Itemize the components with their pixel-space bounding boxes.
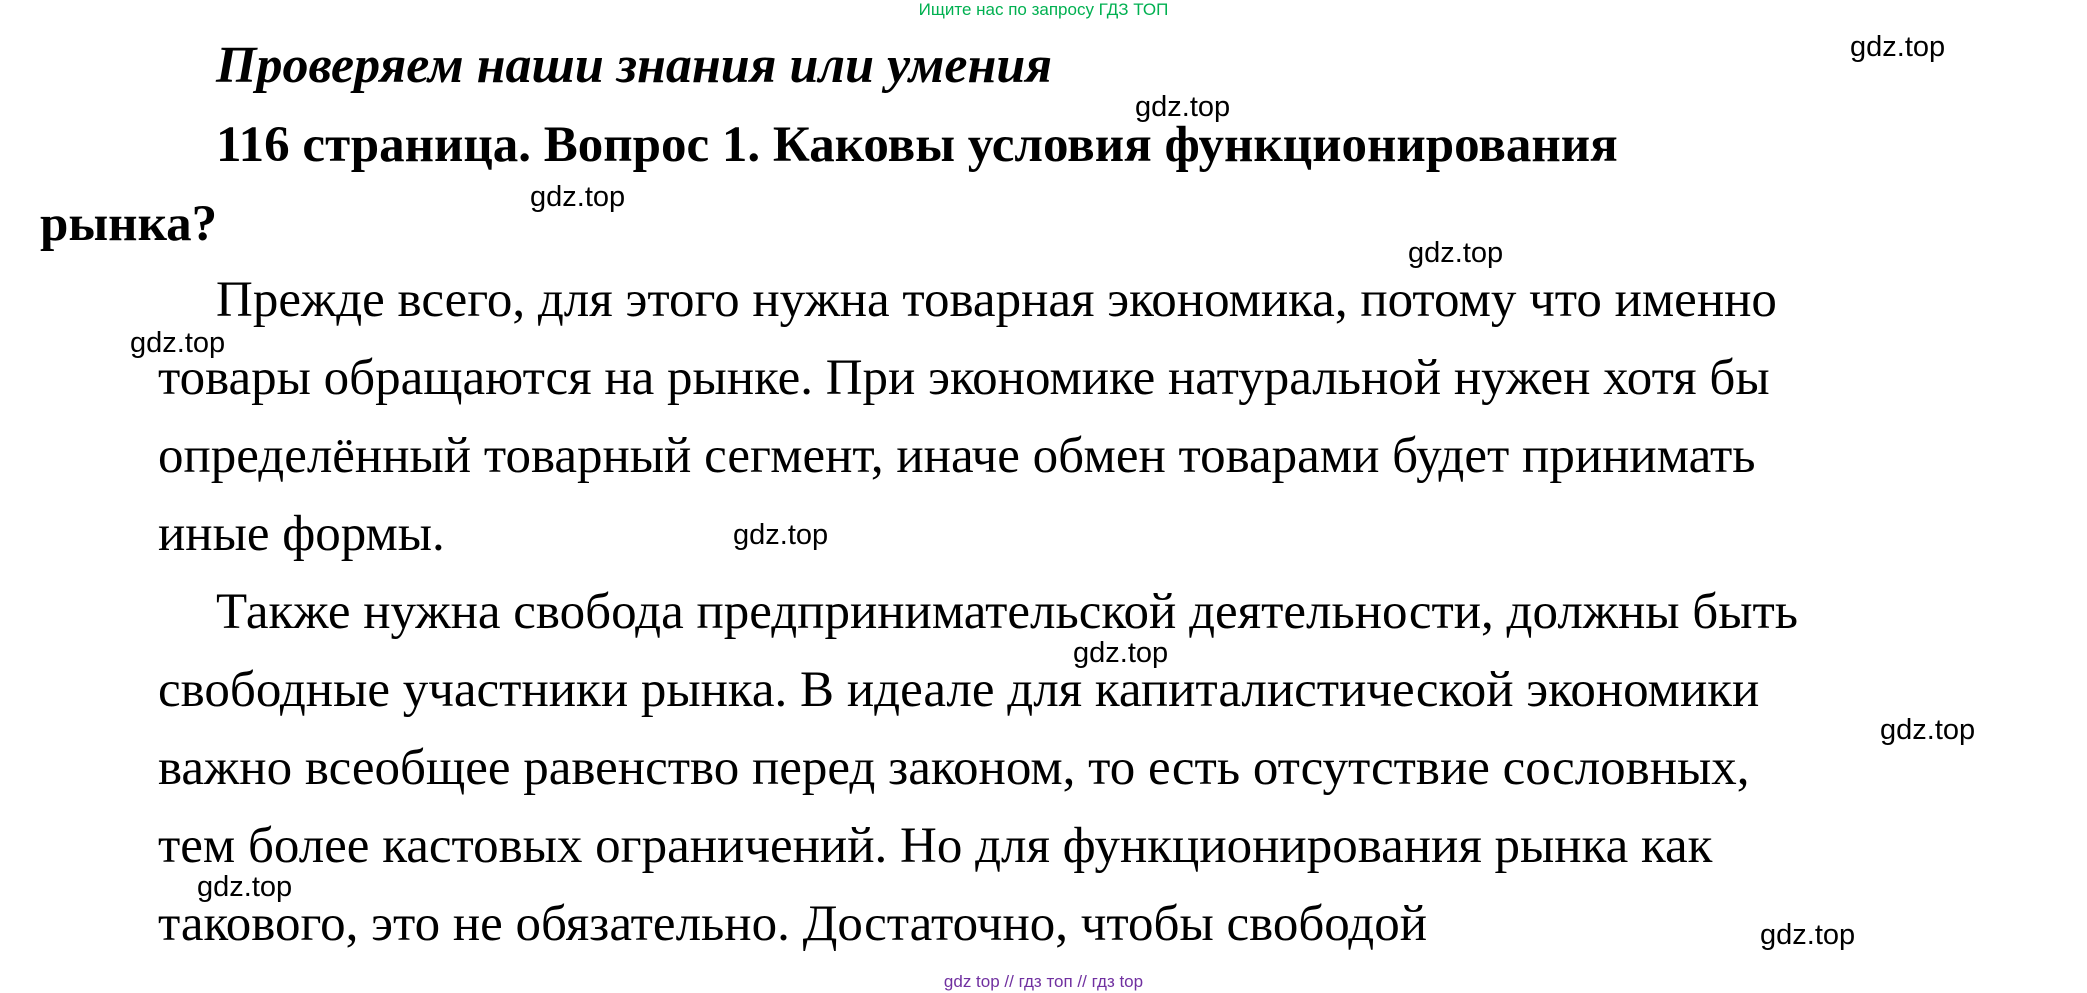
answer-line: тем более кастовых ограничений. Но для функционирования рынка как [158, 818, 1713, 874]
watermark: gdz.top [1850, 31, 1946, 63]
answer-line: товары обращаются на рынке. При экономике натуральной нужен хотя бы [158, 350, 1770, 406]
footer-watermark: gdz top // гдз топ // гдз top [943, 972, 1144, 991]
section-heading: Проверяем наши знания или умения [216, 37, 1053, 94]
answer-line: важно всеобщее равенство перед законом, то есть отсутствие сословных, [158, 740, 1750, 796]
watermark: gdz.top [197, 871, 293, 903]
answer-line: Также нужна свобода предпринимательской деятельности, должны быть [216, 584, 1799, 640]
answer-line: Прежде всего, для этого нужна товарная экономика, потому что именно [216, 272, 1777, 328]
answer-line: такового, это не обязательно. Достаточно, чтобы свободой [158, 896, 1428, 952]
search-banner: Ищите нас по запросу ГДЗ ТОП [918, 0, 1169, 19]
watermark: gdz.top [1408, 237, 1504, 269]
question-title-line-1: 116 страница. Вопрос 1. Каковы условия функционирования [216, 117, 1618, 173]
watermark: gdz.top [530, 181, 626, 213]
watermark: gdz.top [1073, 637, 1169, 669]
answer-line: определённый товарный сегмент, иначе обмен товарами будет принимать [158, 428, 1756, 484]
watermark: gdz.top [130, 327, 226, 359]
answer-line: свободные участники рынка. В идеале для капиталистической экономики [158, 662, 1760, 718]
watermark: gdz.top [1880, 714, 1976, 746]
watermark: gdz.top [1760, 919, 1856, 951]
watermark: gdz.top [733, 519, 829, 551]
watermark: gdz.top [1135, 91, 1231, 123]
question-title-line-2: рынка? [40, 196, 218, 252]
answer-line: иные формы. [158, 506, 445, 562]
